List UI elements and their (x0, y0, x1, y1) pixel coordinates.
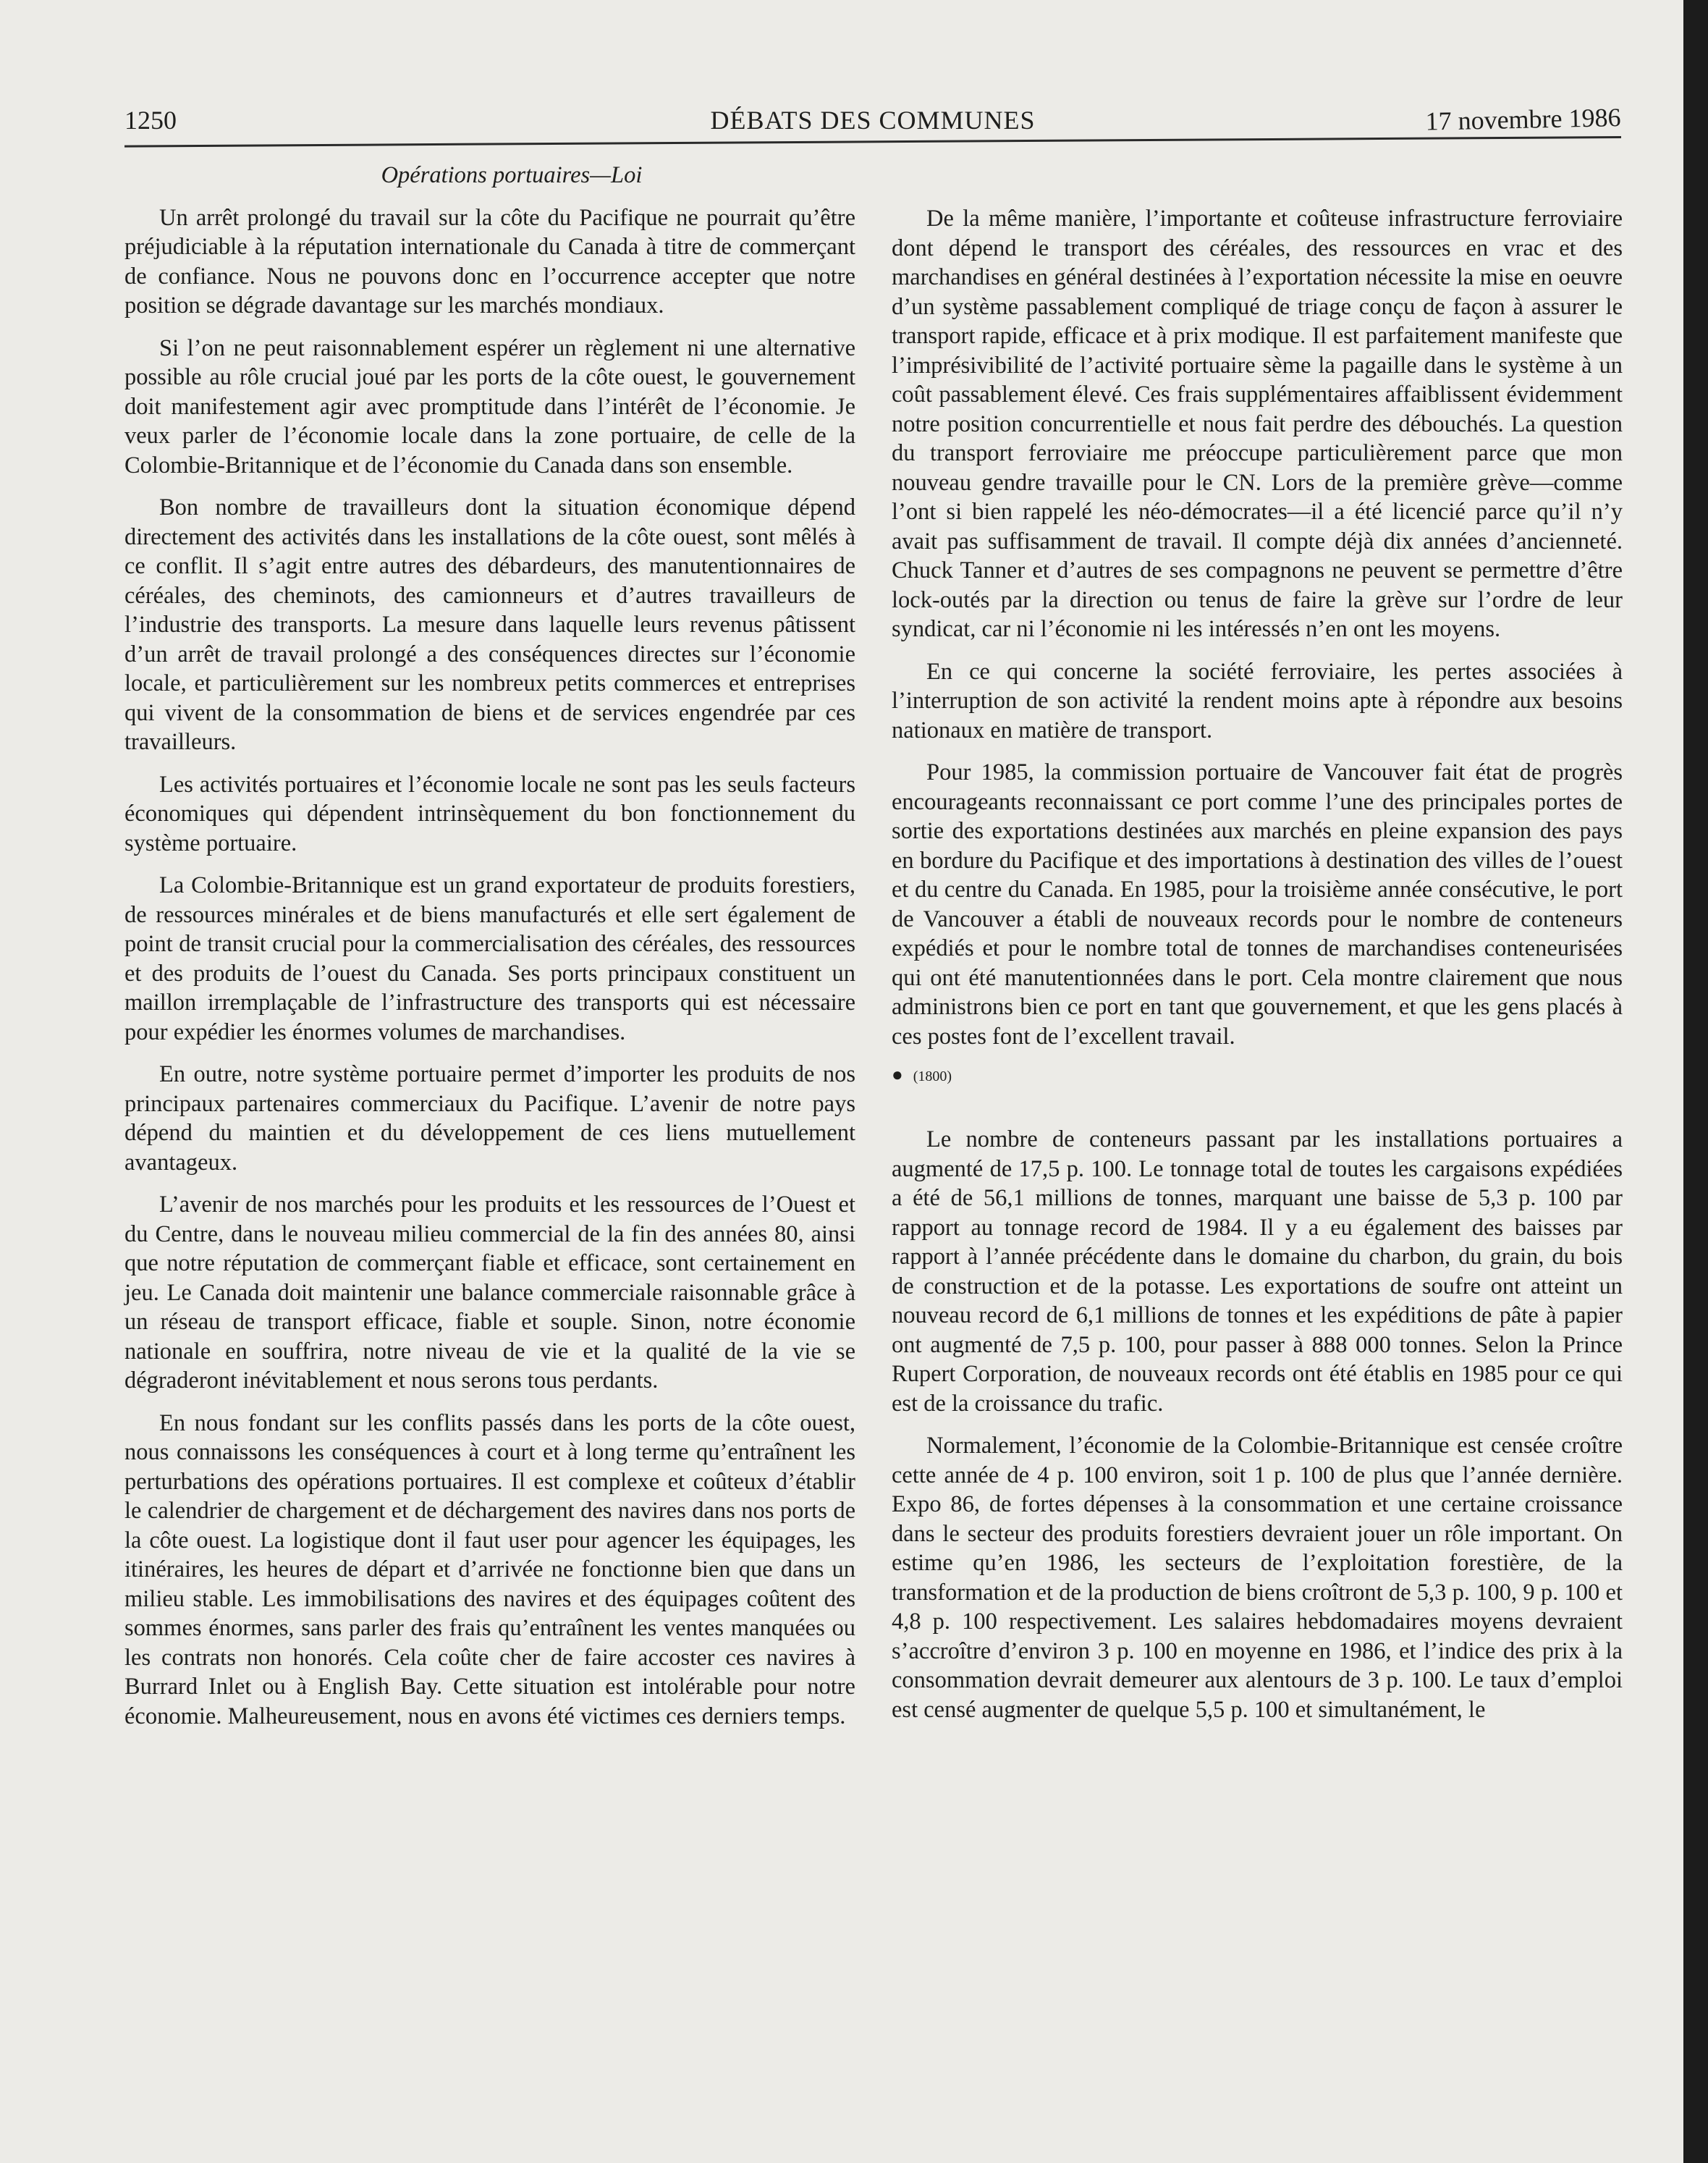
paragraph: Bon nombre de travailleurs dont la situation économique dépend directement des activités dans les installations de la côte ouest, sont mêlés à ce conflit. Il s’agit entre autres des débardeurs, des manutentionnaires de céréales, des cheminots, des camionneurs et d’autres travailleurs de l’industrie des transports. La mesure dans laquelle leurs revenus pâtissent d’un arrêt de travail prolongé a des conséquences directes sur l’économie locale, et particulièrement sur les nombreux petits commerces et entreprises qui vivent de la consommation de biens et de services engendrée par ces travailleurs. (124, 494, 855, 755)
left-column (124, 161, 855, 1744)
paragraph: Un arrêt prolongé du travail sur la côte du Pacifique ne pourrait qu’être préjudiciable à la réputation internationale du Canada à titre de commerçant de confiance. Nous ne pouvons donc en l’occurrence accepter que notre position se dégrade davantage sur les marchés mondiaux. (124, 204, 855, 319)
section-heading: Opérations portuaires—Loi (381, 162, 643, 188)
paragraph: Le nombre de conteneurs passant par les installations portuaires a augmenté de 17,5 p. 100. Le tonnage total de toutes les cargaisons expédiées a été de 56,1 millions de tonnes, marquant une baisse de 5,3 p. 100 par rapport au tonnage record de 1984. Il y a eu également des baisses par rapport à l’année précédente dans le domaine du charbon, du grain, du bois de construction et de la potasse. Les exportations de soufre ont atteint un nouveau record de 6,1 millions de tonnes et les expéditions de pâte à papier ont augmenté de 7,5 p. 100, pour passer à 888 000 tonnes. Selon la Prince Rupert Corporation, de nouveaux records ont été établis en 1985 pour ce qui est de la croissance du trafic. (892, 1126, 1623, 1417)
bullet-icon: ● (892, 1064, 903, 1085)
paragraph: Normalement, l’économie de la Colombie-Britannique est censée croître cette année de 4 p. 100 environ, soit 1 p. 100 de plus que l’année dernière. Expo 86, de fortes dépenses à la consommation et une certaine croissance dans le secteur des produits forestiers devraient jouer un rôle important. On estime qu’en 1986, les secteurs de l’exploitation forestière, de la transformation et de la production de biens croîtront de 5,3 p. 100, 9 p. 100 et 4,8 p. 100 respectivement. Les salaires hebdomadaires moyens devraient s’accroître d’environ 3 p. 100 en moyenne en 1986, et l’indice des prix à la consommation devrait demeurer aux alentours de 3 p. 100. Le taux d’emploi est censé augmenter de quelque 5,5 p. 100 et simultanément, le (892, 1433, 1623, 1723)
paragraph: En ce qui concerne la société ferroviaire, les pertes associées à l’interruption de son activité la rendent moins apte à répondre aux besoins nationaux en matière de transport. (892, 658, 1623, 743)
time-marker (892, 1064, 1623, 1087)
paragraph: Si l’on ne peut raisonnablement espérer un règlement ni une alternative possible au rôle crucial joué par les ports de la côte ouest, le gouvernement doit manifestement agir avec promptitude dans l’intérêt de l’économie. Je veux parler de l’économie locale dans la zone portuaire, de celle de la Colombie-Britannique et de l’économie du Canada dans son ensemble. (124, 334, 855, 478)
page-date: 17 novembre 1986 (1425, 103, 1621, 136)
right-column (892, 204, 1623, 1737)
paragraph: En outre, notre système portuaire permet d’importer les produits de nos principaux partenaires commerciaux du Pacifique. L’avenir de notre pays dépend du maintien et du développement de ces liens mutuellement avantageux. (124, 1061, 855, 1176)
page-header (124, 101, 1621, 142)
paragraph: L’avenir de nos marchés pour les produits et les ressources de l’Ouest et du Centre, dans le nouveau milieu commercial de la fin des années 80, ainsi que notre réputation de commerçant fiable et efficace, sont certainement en jeu. Le Canada doit maintenir une balance commerciale raisonnable grâce à un réseau de transport efficace, fiable et souple. Sinon, notre économie nationale en souffrira, notre niveau de vie et la qualité de la vie se dégraderont inévitablement et nous serons tous perdants. (124, 1192, 855, 1393)
publication-title: DÉBATS DES COMMUNES (710, 106, 1036, 135)
time-marker-label: (1800) (913, 1068, 952, 1084)
paragraph: En nous fondant sur les conflits passés dans les ports de la côte ouest, nous connaissons les conséquences à court et à long terme qu’entraînent les perturbations des opérations portuaires. Il est complexe et coûteux d’établir le calendrier de chargement et de déchargement des navires dans nos ports de la côte ouest. La logistique dont il faut user pour agencer les équipages, les itinéraires, les heures de départ et d’arrivée ne fonctionne bien que dans un milieu stable. Les immobilisations des navires et des équipages coûtent des sommes énormes, sans parler des frais qu’entraînent les ventes manquées ou les contrats non honorés. Cela coûte cher de faire accoster ces navires à Burrard Inlet ou à English Bay. Cette situation est intolérable pour notre économie. Malheureusement, nous en avons été victimes ces derniers temps. (124, 1409, 855, 1729)
paragraph: Les activités portuaires et l’économie locale ne sont pas les seuls facteurs économiques qui dépendent intrinsèquement du bon fonctionnement du système portuaire. (124, 771, 855, 856)
page-binding-edge (1683, 0, 1708, 2163)
paragraph: La Colombie-Britannique est un grand exportateur de produits forestiers, de ressources minérales et de biens manufacturés et elle sert également de point de transit crucial pour la commercialisation des céréales, des ressources et des produits de l’ouest du Canada. Ses ports principaux constituent un maillon irremplaçable de l’infrastructure des transports qui est nécessaire pour expédier les énormes volumes de marchandises. (124, 872, 855, 1045)
paragraph: De la même manière, l’importante et coûteuse infrastructure ferroviaire dont dépend le transport des céréales, des ressources en vrac et des marchandises en général destinées à l’exportation nécessite la mise en oeuvre d’un système passablement compliqué de triage conçu de façon à assurer le transport rapide, efficace et à prix modique. Il est parfaitement manifeste que l’imprésivibilité de l’activité portuaire sème la pagaille dans le système à un coût passablement élevé. Ces frais supplémentaires affaiblissent évidemment notre position concurrentielle et nous fait perdre des débouchés. La question du transport ferroviaire me préoccupe particulièrement parce que mon nouveau gendre travaille pour le CN. Lors de la première grève—comme l’ont si bien rappelé les néo-démocrates—il a été licencié parce qu’il n’y avait pas suffisamment de travail. Il compte déjà dix années d’ancienneté. Chuck Tanner et d’autres de ses compagnons ne peuvent se permettre d’être lock-outés par la direction ou tenus de faire la grève sur l’ordre de leur syndicat, car ni l’économie ni les intéressés n’en ont les moyens. (892, 206, 1623, 642)
page-number: 1250 (124, 106, 177, 135)
paragraph: Pour 1985, la commission portuaire de Vancouver fait état de progrès encourageants reconnaissant ce port comme l’une des principales portes de sortie des exportations destinées aux marchés en pleine expansion des pays en bordure du Pacifique et des importations à destination des villes de l’ouest et du centre du Canada. En 1985, pour la troisième année consécutive, le port de Vancouver a établi de nouveaux records pour le nombre de conteneurs expédiés et pour le nombre total de tonnes de marchandises conteneurisées qui ont été manutentionnées dans le port. Cela montre clairement que nous administrons bien ce port en tant que gouvernement, et que les gens placés à ces postes font de l’excellent travail. (892, 759, 1623, 1050)
